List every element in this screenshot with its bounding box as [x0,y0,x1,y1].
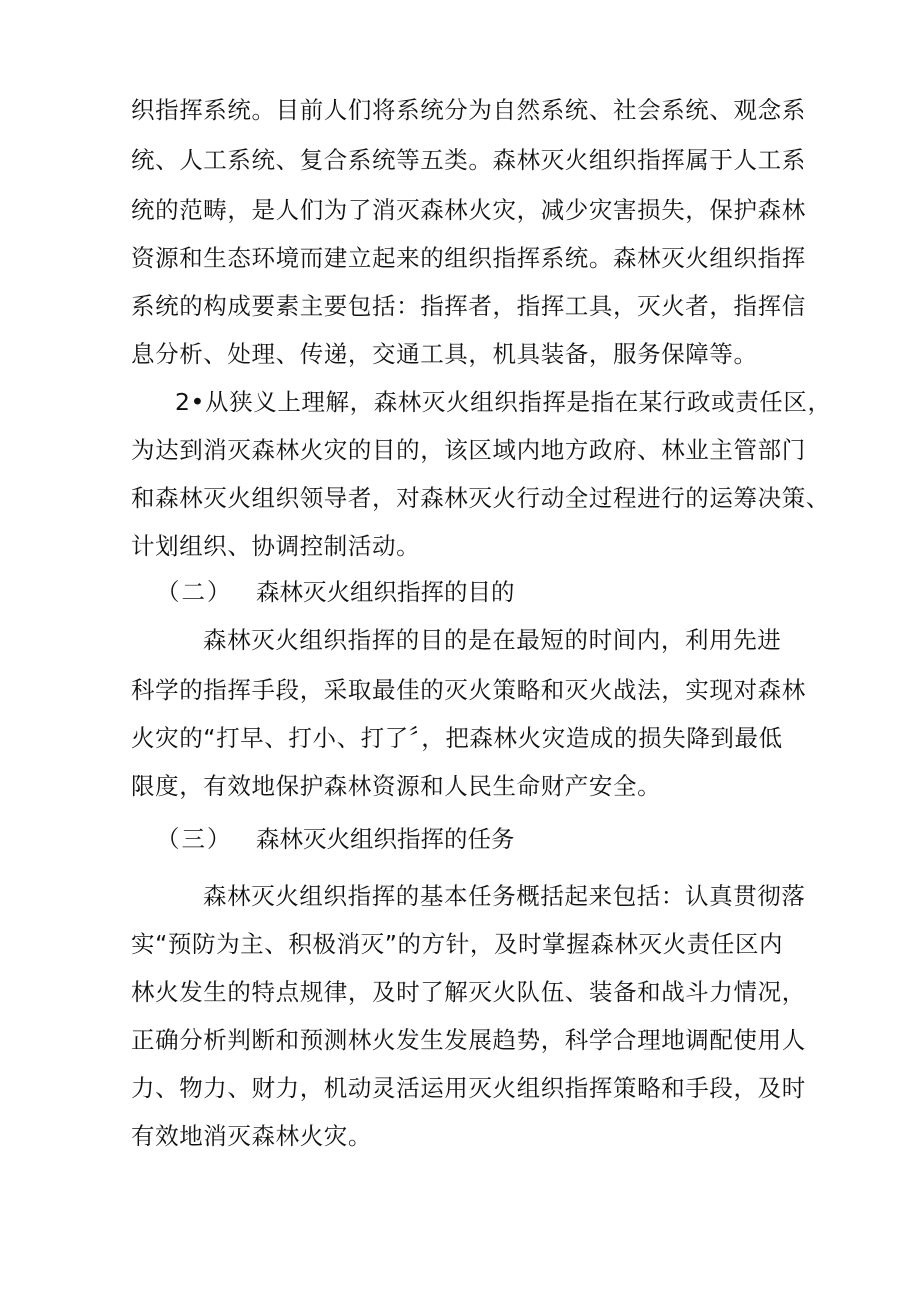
section-number: （二） [156,578,233,606]
text-line: 有效地消灭森林火灾。 [131,1122,372,1150]
text-line: 火灾的“打早、打小、打了〞，把森林火灾造成的损失降到最低 [131,724,783,752]
text-line: 资源和生态环境而建立起来的组织指挥系统。森林灭火组织指挥 [131,244,806,272]
text-line: 和森林灭火组织领导者，对森林灭火行动全过程进行的运筹决策、 [131,484,830,512]
text-line: 科学的指挥手段，采取最佳的灭火策略和灭火战法，实现对森林 [131,676,806,704]
text-line: 统的范畴，是人们为了消灭森林火灾，减少灾害损失，保护森林 [131,196,806,224]
text-line: 织指挥系统。目前人们将系统分为自然系统、社会系统、观念系 [131,96,806,124]
text-line: 为达到消灭森林火灾的目的，该区域内地方政府、林业主管部门 [131,436,806,464]
text-line: 森林灭火组织指挥的目的是在最短的时间内，利用先进 [203,626,782,654]
text-line: 正确分析判断和预测林火发生发展趋势，科学合理地调配使用人 [131,1026,806,1054]
text-line: 2•从狭义上理解，森林灭火组织指挥是指在某行政或责任区， [175,388,832,416]
section-heading [156,823,515,855]
section-title: 森林灭火组织指挥的任务 [256,825,515,853]
text-line: 森林灭火组织指挥的基本任务概括起来包括：认真贯彻落 [203,882,806,910]
section-number: （三） [156,825,233,853]
text-line: 系统的构成要素主要包括：指挥者，指挥工具，灭火者，指挥信 [131,292,806,320]
section-heading [156,576,515,608]
text-line: 统、人工系统、复合系统等五类。森林灭火组织指挥属于人工系 [131,146,806,174]
text-line: 限度，有效地保护森林资源和人民生命财产安全。 [131,772,662,800]
text-line: 实“预防为主、积极消灭”的方针，及时掌握森林灭火责任区内 [131,930,784,958]
text-line: 息分析、处理、传递，交通工具，机具装备，服务保障等。 [131,340,758,368]
text-line: 力、物力、财力，机动灵活运用灭火组织指挥策略和手段，及时 [131,1074,806,1102]
text-line: 计划组织、协调控制活动。 [131,532,421,560]
section-title: 森林灭火组织指挥的目的 [256,578,515,606]
text-line: 林火发生的特点规律，及时了解灭火队伍、装备和战斗力情况， [131,978,806,1006]
